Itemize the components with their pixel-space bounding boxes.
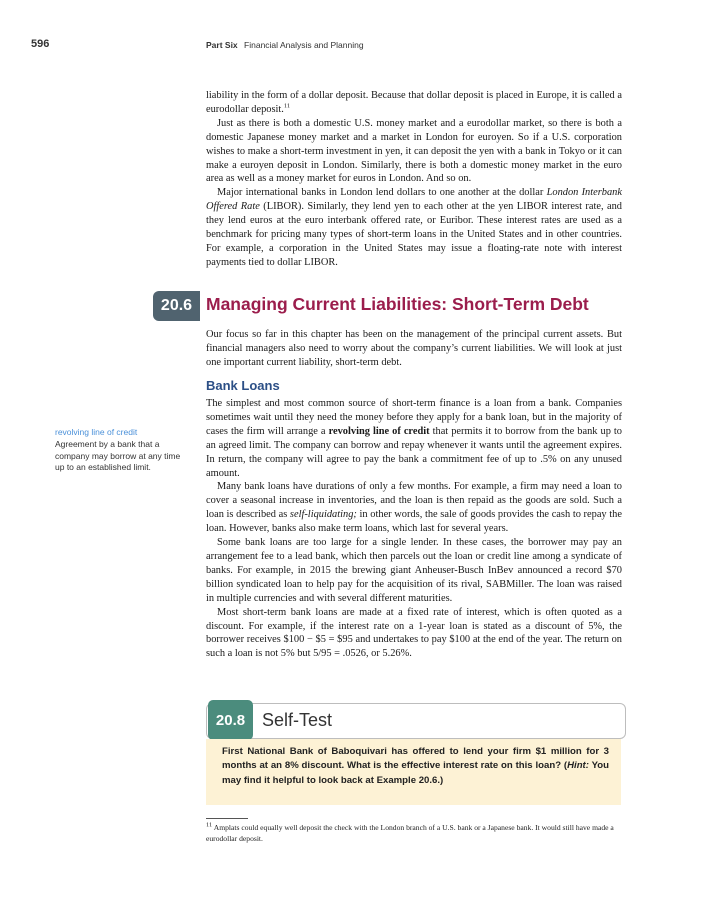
part-title: Financial Analysis and Planning	[244, 40, 364, 50]
paragraph: Some bank loans are too large for a single lender. In these cases, the borrower may pay an arrangement fee to a lead bank, which then parcels out the loan or credit line among a syndicate of banks. For example, in 2015 the brewing giant Anheuser-Busch InBev announced a record $70 billion syndicated loan to help pay for the acquisition of its rival, SABMiller. The loan was raised in multiple currencies and with several different maturities.	[206, 537, 622, 604]
paragraph: Just as there is both a domestic U.S. money market and a eurodollar market, so there is both a domestic Japanese money market and a market in London for euroyen. So if a U.S. corporation wishes to make a short-term investment in yen, it can deposit the yen with a bank in Tokyo or it can make a euroyen deposit in London. Similarly, there is both a domestic money market in the euro area as well as a money market for euros in London. And so on.	[206, 117, 622, 185]
subsection-title: Bank Loans	[206, 378, 280, 393]
hint-label: Hint:	[567, 760, 589, 772]
section-title: Managing Current Liabilities: Short-Term Debt	[206, 294, 589, 314]
margin-glossary-definition: Agreement by a bank that a company may borrow at any time up to an established limit.	[55, 439, 181, 472]
paragraph: Many bank loans have durations of only a few months. For example, a firm may need a loan to cover a seasonal increase in inventories, and the loan is then repaid as the goods are sold. Such a loan is described as self-liquidating; in other words, the sale of goods provides the cash to repay the loan. However, banks also make term loans, which last for several years.	[206, 481, 622, 535]
section-number-badge: 20.6	[153, 291, 200, 321]
self-test-body: First National Bank of Baboquivari has offered to lend your firm $1 million for 3 months at an 8% discount. What is the effective interest rate on this loan? (Hint: You may find it helpful to look back at Example 20.6.)	[206, 739, 621, 805]
key-term: revolving line of credit	[328, 425, 430, 437]
paragraph: Most short-term bank loans are made at a fixed rate of interest, which is often quoted as a discount. For example, if the interest rate on a 1-year loan is stated as a discount of 5%, the borrower receives $100 − $5 = $95 and undertakes to pay $100 at the end of the year. The return on such a loan is not 5% but 5/95 = .0526, or 5.26%.	[206, 606, 622, 660]
footnote-rule	[206, 818, 248, 819]
margin-glossary-term: revolving line of credit	[55, 427, 138, 437]
paragraph: Major international banks in London lend dollars to one another at the dollar London Interbank Offered Rate (LIBOR). Similarly, they lend yen to each other at the yen LIBOR interest rate, and they lend euros at the euro interbank offered rate, or Euribor. These interest rates are used as a benchmark for pricing many types of short-term loans in the United States and in other countries. For example, a corporation in the United States may issue a floating-rate note with interest payments tied to dollar LIBOR.	[206, 187, 623, 268]
section-intro	[206, 328, 622, 370]
footnote-number: 11	[206, 821, 213, 829]
paragraph: The simplest and most common source of short-term finance is a loan from a bank. Companies sometimes wait until they need the money before they apply for a bank loan, but in the majority of cases the firm will arrange a revolving line of credit that permits it to borrow from the bank up to an agreed limit. The company can borrow and repay whenever it wants until the agreement expires. In return, the company will agree to pay the bank a commitment fee of up to .5% on any unused amount.	[206, 398, 622, 479]
page-number: 596	[31, 38, 50, 50]
paragraph: liability in the form of a dollar deposit. Because that dollar deposit is placed in Europe, it is called a eurodollar deposit.$^{11}$	[206, 90, 622, 115]
self-test-number-badge: 20.8	[208, 700, 253, 740]
footnote-ref: 11	[283, 102, 291, 110]
footnote: $^{11}$ Amplats could equally well deposit the check with the London branch of a U.S. bank or a Japanese bank. It would still have made a eurodollar deposit.	[206, 821, 614, 843]
bank-loans-text	[206, 397, 622, 661]
paragraph: Our focus so far in this chapter has been on the management of the principal current assets. But financial managers also need to worry about the company’s current liabilities. We will look at just one important current liability, short-term debt.	[206, 329, 622, 368]
self-test-title: Self-Test	[262, 710, 333, 730]
running-header	[206, 40, 364, 50]
part-label: Part Six	[206, 40, 238, 50]
top-text-block	[206, 89, 622, 270]
